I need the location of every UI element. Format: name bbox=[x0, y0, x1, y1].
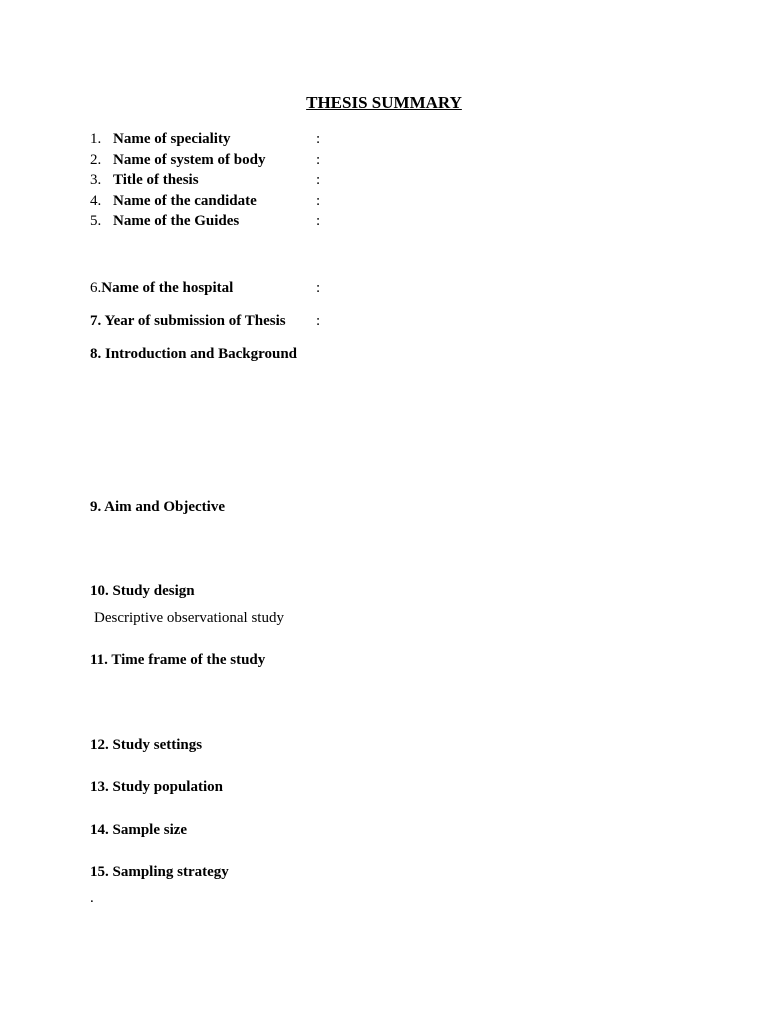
item-colon: : bbox=[316, 313, 321, 329]
item-number: 7 bbox=[90, 313, 98, 329]
list-item-speciality bbox=[90, 130, 321, 148]
item-number: 1. bbox=[90, 131, 102, 147]
item-label: Name of the Guides bbox=[113, 213, 240, 229]
item-colon: : bbox=[316, 213, 321, 229]
item-number: 3. bbox=[90, 172, 102, 188]
item-number: 4. bbox=[90, 193, 102, 209]
item-label: Name of the candidate bbox=[113, 193, 257, 209]
trailing-dot: . bbox=[90, 890, 94, 906]
item-label: Title of thesis bbox=[113, 172, 199, 188]
item-label: . Year of submission of Thesis bbox=[97, 313, 286, 329]
item-hospital bbox=[90, 279, 321, 297]
section-study-settings: 12. Study settings bbox=[90, 737, 203, 753]
item-colon: : bbox=[316, 193, 321, 209]
document-title: THESIS SUMMARY bbox=[306, 93, 462, 112]
item-label: Name of system of body bbox=[113, 152, 266, 168]
section-introduction: 8. Introduction and Background bbox=[90, 346, 298, 362]
item-number: 2. bbox=[90, 152, 102, 168]
item-year-of-submission bbox=[90, 312, 321, 330]
section-time-frame: 11. Time frame of the study bbox=[90, 652, 266, 668]
list-item-system-of-body bbox=[90, 151, 321, 169]
study-design-text: Descriptive observational study bbox=[94, 610, 284, 626]
section-sampling-strategy: 15. Sampling strategy bbox=[90, 864, 229, 880]
item-label: Name of speciality bbox=[113, 131, 231, 147]
item-colon: : bbox=[316, 152, 321, 168]
section-sample-size: 14. Sample size bbox=[90, 822, 188, 838]
section-study-design: 10. Study design bbox=[90, 583, 195, 599]
item-colon: : bbox=[316, 280, 321, 296]
item-number: 5. bbox=[90, 213, 102, 229]
section-study-population: 13. Study population bbox=[90, 779, 223, 795]
list-item-title-of-thesis bbox=[90, 171, 321, 189]
item-number: 6. bbox=[90, 280, 102, 296]
item-label: Name of the hospital bbox=[101, 280, 234, 296]
list-item-candidate bbox=[90, 192, 321, 210]
list-item-guides bbox=[90, 212, 321, 230]
section-aim-objective: 9. Aim and Objective bbox=[90, 499, 225, 515]
item-colon: : bbox=[316, 131, 321, 147]
item-colon: : bbox=[316, 172, 321, 188]
